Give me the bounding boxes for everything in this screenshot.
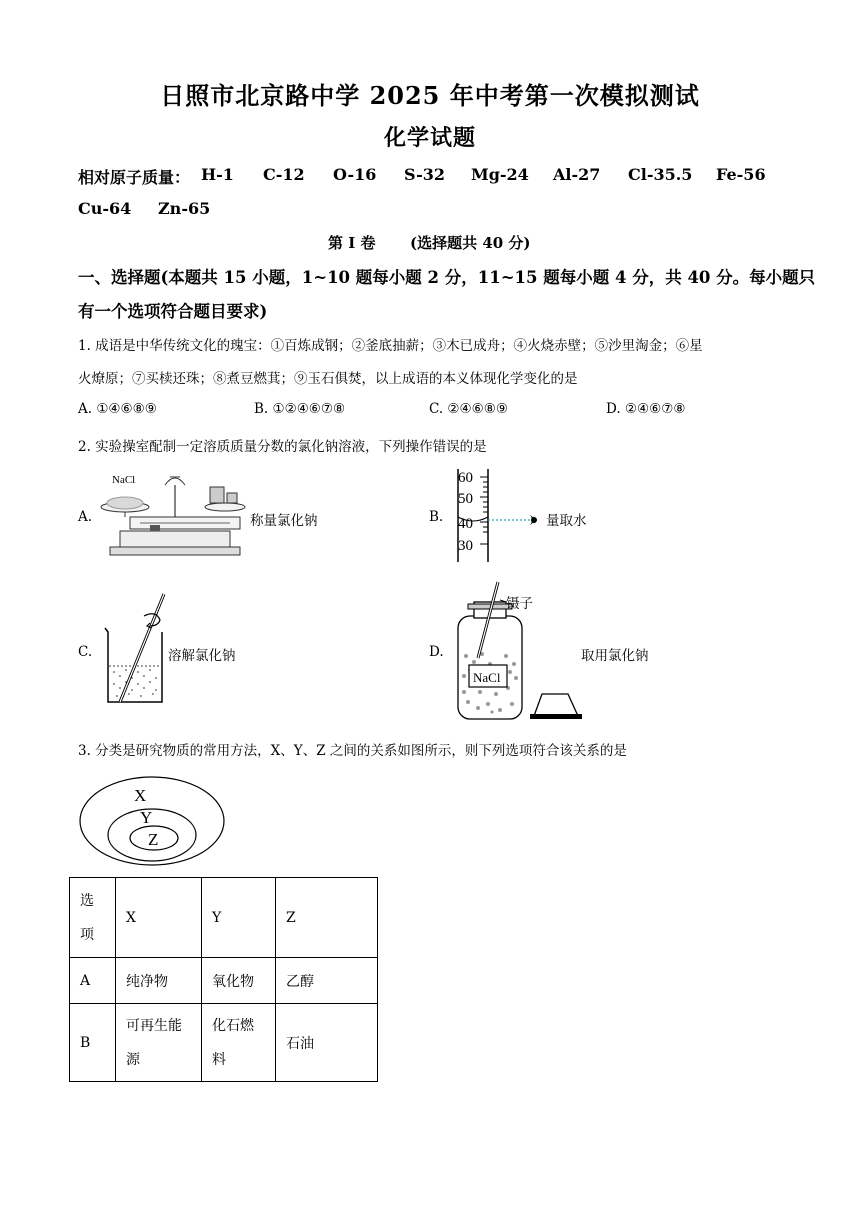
q1-option-d: D. ②④⑥⑦⑧ (606, 401, 686, 417)
q1-stem-line1: 1. 成语是中华传统文化的瑰宝：①百炼成钢；②釜底抽薪；③木已成舟；④火烧赤壁；⑤沙里淘金；⑥星 (78, 338, 703, 354)
atomic-mass-item: O-16 (333, 165, 377, 184)
table-cell: B (70, 1004, 116, 1082)
table-cell: 纯净物 (116, 958, 202, 1004)
q1-option-b: B. ①②④⑥⑦⑧ (254, 401, 346, 417)
table-cell: 氧化物 (202, 958, 276, 1004)
cylinder-tick-30: 30 (458, 538, 473, 554)
atomic-mass-item: S-32 (404, 165, 446, 184)
table-header-cell: 选 项 (70, 878, 116, 958)
table-header-row (70, 878, 378, 958)
atomic-mass-item: Al-27 (553, 165, 601, 184)
section-title-line2: 有一个选项符合题目要求) (78, 302, 268, 321)
balance-scale-figure (100, 465, 250, 565)
atomic-mass-item: Zn-65 (158, 199, 211, 218)
cylinder-tick-60: 60 (458, 470, 473, 486)
q2-d-label: D. (429, 644, 444, 660)
atomic-mass-label: 相对原子质量： (78, 168, 191, 187)
atomic-mass-item: Fe-56 (716, 165, 766, 184)
table-cell: A (70, 958, 116, 1004)
q3-stem: 3. 分类是研究物质的常用方法，X、Y、Z 之间的关系如图所示，则下列选项符合该关系的是 (78, 743, 627, 759)
q1-option-a: A. ①④⑥⑧⑨ (78, 401, 157, 417)
diagram-label-y: Y (140, 808, 153, 827)
atomic-mass-item: C-12 (263, 165, 305, 184)
balance-nacl-label: NaCl (112, 474, 136, 486)
section-title-line1: 一、选择题(本题共 15 小题，1~10 题每小题 2 分，11~15 题每小题 4 分，共 40 分。每小题只 (78, 268, 816, 287)
q1-stem-line2: 火燎原；⑦买椟还珠；⑧煮豆燃萁；⑨玉石俱焚，以上成语的本义体现化学变化的是 (78, 371, 578, 387)
bottle-nacl-label: NaCl (473, 670, 501, 685)
q1-option-c: C. ②④⑥⑧⑨ (429, 401, 508, 417)
q2-d-caption: 取用氯化钠 (581, 648, 649, 664)
part-heading: 第 I 卷 (328, 234, 376, 252)
part-heading-note: (选择题共 40 分) (410, 234, 531, 252)
table-cell: 石油 (276, 1004, 378, 1082)
table-header-cell: Y (202, 878, 276, 958)
q2-c-caption: 溶解氯化钠 (168, 648, 236, 664)
q2-stem: 2. 实验操室配制一定溶质质量分数的氯化钠溶液，下列操作错误的是 (78, 439, 487, 455)
q3-options-table (69, 877, 378, 1082)
q2-b-caption: 量取水 (546, 513, 587, 529)
diagram-label-z: Z (148, 830, 159, 849)
cylinder-tick-40: 40 (458, 516, 473, 532)
table-header-cell: X (116, 878, 202, 958)
atomic-mass-item: Cu-64 (78, 199, 132, 218)
table-row (70, 1004, 378, 1082)
reagent-bottle-figure (450, 578, 590, 723)
table-cell: 乙醇 (276, 958, 378, 1004)
atomic-mass-item: H-1 (201, 165, 234, 184)
atomic-mass-item: Cl-35.5 (628, 165, 693, 184)
q2-c-label: C. (78, 644, 93, 660)
exam-subtitle: 化学试题 (383, 125, 476, 151)
beaker-stirring-figure (100, 590, 170, 710)
q2-b-label: B. (429, 509, 444, 525)
exam-title: 日照市北京路中学 2025 年中考第一次模拟测试 (160, 81, 700, 110)
table-header-cell: Z (276, 878, 378, 958)
cylinder-tick-50: 50 (458, 491, 473, 507)
nested-ellipses-diagram (78, 775, 228, 867)
tweezer-label: 镊子 (506, 596, 533, 611)
table-cell: 可再生能 源 (116, 1004, 202, 1082)
table-cell: 化石燃 料 (202, 1004, 276, 1082)
diagram-label-x: X (134, 786, 147, 805)
q2-a-label: A. (78, 509, 93, 525)
table-row (70, 958, 378, 1004)
graduated-cylinder-figure (450, 467, 550, 562)
atomic-mass-item: Mg-24 (471, 165, 529, 184)
q2-a-caption: 称量氯化钠 (250, 513, 318, 529)
